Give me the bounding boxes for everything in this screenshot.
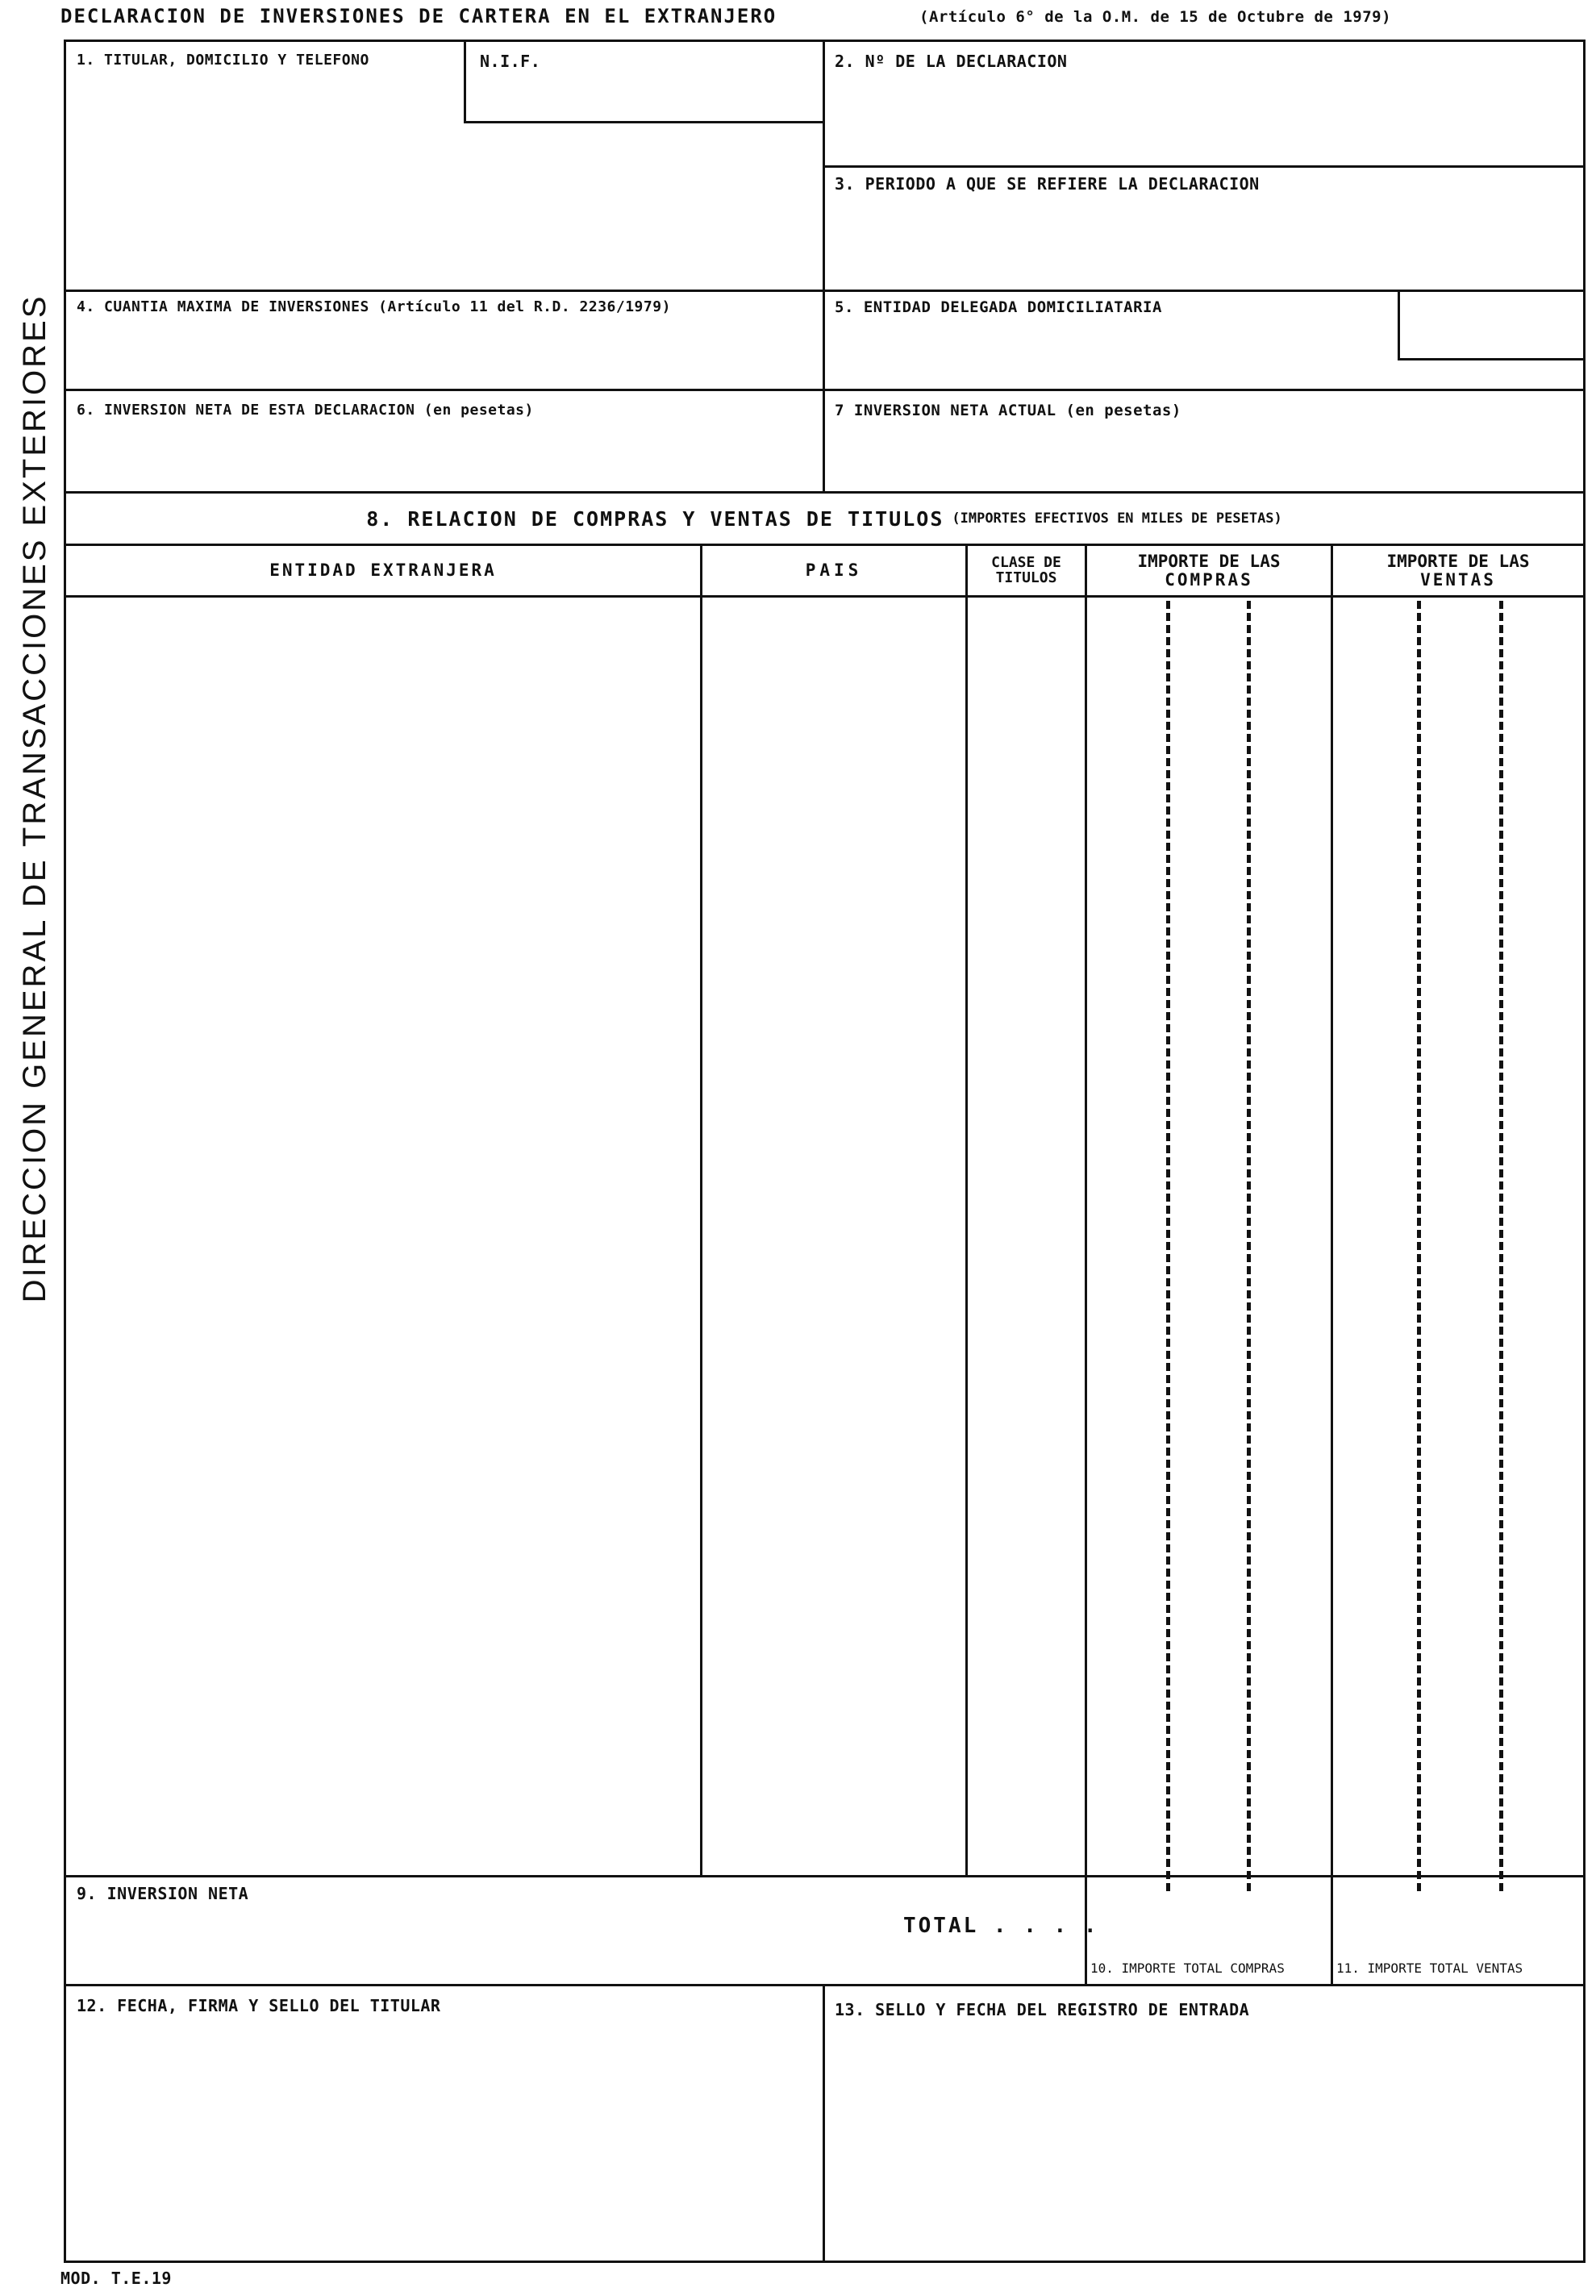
col-header-purchases xyxy=(1087,546,1331,595)
col-header-purchases-line2: COMPRAS xyxy=(1165,569,1253,590)
nif-label: N.I.F. xyxy=(480,52,541,71)
col-header-sales-line2: VENTAS xyxy=(1420,569,1496,590)
col-header-country xyxy=(702,546,965,595)
col-header-country-text: PAIS xyxy=(805,560,863,581)
section8-title: 8. RELACION DE COMPRAS Y VENTAS DE TITULOS xyxy=(366,506,944,531)
max-investment-label: 4. CUANTIA MAXIMA DE INVERSIONES (Artículo 11 del R.D. 2236/1979) xyxy=(77,298,671,315)
col-header-sales xyxy=(1333,546,1583,595)
total-sales-label: 11. IMPORTE TOTAL VENTAS xyxy=(1336,1961,1523,1976)
net-investment-label: 9. INVERSION NETA xyxy=(77,1884,249,1903)
total-label: TOTAL . . . . xyxy=(903,1914,1099,1938)
col-header-class-line2: TITULOS xyxy=(995,569,1057,586)
model-number: MOD. T.E.19 xyxy=(60,2269,172,2288)
current-net-investment-label: 7 INVERSION NETA ACTUAL (en pesetas) xyxy=(835,402,1181,419)
col-header-entity xyxy=(66,546,700,595)
net-investment-declaration-label: 6. INVERSION NETA DE ESTA DECLARACION (en pesetas) xyxy=(77,402,534,419)
period-label: 3. PERIODO A QUE SE REFIERE LA DECLARACION xyxy=(835,174,1260,194)
sidebar-text: DIRECCION GENERAL DE TRANSACCIONES EXTERIORES xyxy=(16,294,52,1303)
delegate-entity-label: 5. ENTIDAD DELEGADA DOMICILIATARIA xyxy=(835,298,1162,316)
col-header-class xyxy=(968,546,1085,595)
section8-title-row xyxy=(66,494,1582,544)
col-header-purchases-line1: IMPORTE DE LAS xyxy=(1137,552,1281,572)
registry-stamp-label: 13. SELLO Y FECHA DEL REGISTRO DE ENTRADA xyxy=(835,2000,1250,2019)
titular-label: 1. TITULAR, DOMICILIO Y TELEFONO xyxy=(77,52,369,69)
col-header-class-line1: CLASE DE xyxy=(991,553,1061,571)
total-purchases-label: 10. IMPORTE TOTAL COMPRAS xyxy=(1090,1961,1285,1976)
signature-label: 12. FECHA, FIRMA Y SELLO DEL TITULAR xyxy=(77,1996,441,2015)
declaration-number-label: 2. Nº DE LA DECLARACION xyxy=(835,52,1068,71)
col-header-sales-line1: IMPORTE DE LAS xyxy=(1386,552,1530,572)
section8-subtitle: (IMPORTES EFECTIVOS EN MILES DE PESETAS) xyxy=(952,510,1282,527)
form-title: DECLARACION DE INVERSIONES DE CARTERA EN EL EXTRANJERO xyxy=(60,5,777,27)
form-reference: (Artículo 6° de la O.M. de 15 de Octubre de 1979) xyxy=(919,8,1392,26)
col-header-entity-text: ENTIDAD EXTRANJERA xyxy=(269,560,497,581)
